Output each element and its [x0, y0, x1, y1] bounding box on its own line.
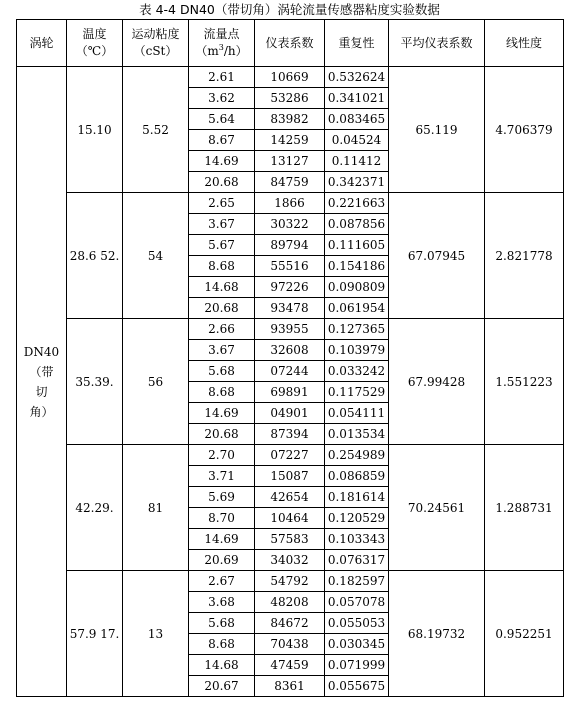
flow-point-cell: 2.70 — [189, 445, 255, 466]
repeatability-cell: 0.342371 — [325, 172, 389, 193]
header-viscosity: 运动粘度 （cSt） — [123, 20, 189, 67]
flow-point-cell: 2.61 — [189, 67, 255, 88]
repeatability-cell: 0.071999 — [325, 655, 389, 676]
meter-coefficient-cell: 54792 — [255, 571, 325, 592]
meter-coefficient-cell: 57583 — [255, 529, 325, 550]
meter-coefficient-cell: 14259 — [255, 130, 325, 151]
repeatability-cell: 0.181614 — [325, 487, 389, 508]
repeatability-cell: 0.061954 — [325, 298, 389, 319]
meter-coefficient-cell: 97226 — [255, 277, 325, 298]
flow-point-cell: 5.67 — [189, 235, 255, 256]
header-temperature: 温度 （℃） — [67, 20, 123, 67]
repeatability-cell: 0.030345 — [325, 634, 389, 655]
repeatability-cell: 0.221663 — [325, 193, 389, 214]
meter-coefficient-cell: 69891 — [255, 382, 325, 403]
repeatability-cell: 0.087856 — [325, 214, 389, 235]
table-row — [17, 319, 564, 340]
flow-point-cell: 5.68 — [189, 613, 255, 634]
meter-coefficient-cell: 42654 — [255, 487, 325, 508]
repeatability-cell: 0.083465 — [325, 109, 389, 130]
average-coefficient-cell: 67.99428 — [389, 319, 485, 445]
meter-coefficient-cell: 30322 — [255, 214, 325, 235]
meter-coefficient-cell: 07244 — [255, 361, 325, 382]
flow-point-cell: 8.70 — [189, 508, 255, 529]
repeatability-cell: 0.11412 — [325, 151, 389, 172]
flow-point-cell: 20.68 — [189, 424, 255, 445]
flow-point-cell: 2.67 — [189, 571, 255, 592]
flow-point-cell: 3.71 — [189, 466, 255, 487]
flow-point-cell: 8.68 — [189, 382, 255, 403]
meter-coefficient-cell: 48208 — [255, 592, 325, 613]
header-repeatability: 重复性 — [325, 20, 389, 67]
meter-coefficient-cell: 04901 — [255, 403, 325, 424]
meter-coefficient-cell: 87394 — [255, 424, 325, 445]
flow-point-cell: 8.67 — [189, 130, 255, 151]
meter-coefficient-cell: 15087 — [255, 466, 325, 487]
temperature-cell: 28.6 52. — [67, 193, 123, 319]
viscosity-cell: 56 — [123, 319, 189, 445]
meter-coefficient-cell: 32608 — [255, 340, 325, 361]
repeatability-cell: 0.127365 — [325, 319, 389, 340]
flow-point-cell: 14.69 — [189, 403, 255, 424]
turbine-label-3: 切 — [35, 384, 48, 399]
meter-coefficient-cell: 07227 — [255, 445, 325, 466]
average-coefficient-cell: 68.19732 — [389, 571, 485, 697]
meter-coefficient-cell: 93955 — [255, 319, 325, 340]
repeatability-cell: 0.055053 — [325, 613, 389, 634]
repeatability-cell: 0.086859 — [325, 466, 389, 487]
repeatability-cell: 0.057078 — [325, 592, 389, 613]
viscosity-data-table — [16, 19, 564, 697]
turbine-label-4: 角） — [29, 404, 54, 419]
flow-point-cell: 2.66 — [189, 319, 255, 340]
viscosity-cell: 54 — [123, 193, 189, 319]
table-row — [17, 571, 564, 592]
linearity-cell: 1.288731 — [485, 445, 564, 571]
meter-coefficient-cell: 47459 — [255, 655, 325, 676]
repeatability-cell: 0.103343 — [325, 529, 389, 550]
header-linearity: 线性度 — [485, 20, 564, 67]
header-turbine: 涡轮 — [17, 20, 67, 67]
repeatability-cell: 0.117529 — [325, 382, 389, 403]
meter-coefficient-cell: 8361 — [255, 676, 325, 697]
flow-point-cell: 3.62 — [189, 88, 255, 109]
repeatability-cell: 0.04524 — [325, 130, 389, 151]
meter-coefficient-cell: 84672 — [255, 613, 325, 634]
flow-point-cell: 8.68 — [189, 634, 255, 655]
flow-point-cell: 14.69 — [189, 529, 255, 550]
repeatability-cell: 0.341021 — [325, 88, 389, 109]
linearity-cell: 0.952251 — [485, 571, 564, 697]
flow-point-cell: 3.67 — [189, 214, 255, 235]
header-average-coefficient: 平均仪表系数 — [389, 20, 485, 67]
flow-point-cell: 5.68 — [189, 361, 255, 382]
average-coefficient-cell: 65.119 — [389, 67, 485, 193]
meter-coefficient-cell: 93478 — [255, 298, 325, 319]
flow-point-cell: 3.67 — [189, 340, 255, 361]
meter-coefficient-cell: 55516 — [255, 256, 325, 277]
flow-point-cell: 14.69 — [189, 151, 255, 172]
header-meter-coefficient: 仪表系数 — [255, 20, 325, 67]
repeatability-cell: 0.054111 — [325, 403, 389, 424]
flow-point-cell: 8.68 — [189, 256, 255, 277]
flow-point-cell: 5.64 — [189, 109, 255, 130]
flow-point-cell: 20.67 — [189, 676, 255, 697]
header-flow-point: 流量点 $(m^3/h)$ — [189, 20, 255, 67]
repeatability-cell: 0.532624 — [325, 67, 389, 88]
repeatability-cell: 0.111605 — [325, 235, 389, 256]
header-row — [17, 20, 564, 67]
average-coefficient-cell: 67.07945 — [389, 193, 485, 319]
repeatability-cell: 0.154186 — [325, 256, 389, 277]
turbine-cell — [17, 67, 67, 697]
flow-point-cell: 14.68 — [189, 277, 255, 298]
flow-point-cell: 5.69 — [189, 487, 255, 508]
meter-coefficient-cell: 10464 — [255, 508, 325, 529]
flow-point-cell: 3.68 — [189, 592, 255, 613]
temperature-cell: 15.10 — [67, 67, 123, 193]
repeatability-cell: 0.013534 — [325, 424, 389, 445]
repeatability-cell: 0.055675 — [325, 676, 389, 697]
meter-coefficient-cell: 83982 — [255, 109, 325, 130]
flow-point-cell: 20.68 — [189, 172, 255, 193]
flow-point-cell: 14.68 — [189, 655, 255, 676]
turbine-label-1: DN40 — [23, 344, 60, 359]
meter-coefficient-cell: 34032 — [255, 550, 325, 571]
temperature-cell: 57.9 17. — [67, 571, 123, 697]
flow-point-cell: 20.68 — [189, 298, 255, 319]
table-caption: 表 4-4 DN40（带切角）涡轮流量传感器粘度实验数据 — [139, 2, 440, 17]
meter-coefficient-cell: 53286 — [255, 88, 325, 109]
viscosity-cell: 81 — [123, 445, 189, 571]
temperature-cell: 42.29. — [67, 445, 123, 571]
repeatability-cell: 0.254989 — [325, 445, 389, 466]
viscosity-cell: 5.52 — [123, 67, 189, 193]
table-row — [17, 445, 564, 466]
table-row — [17, 67, 564, 88]
table-row — [17, 193, 564, 214]
viscosity-cell: 13 — [123, 571, 189, 697]
meter-coefficient-cell: 13127 — [255, 151, 325, 172]
repeatability-cell: 0.103979 — [325, 340, 389, 361]
linearity-cell: 4.706379 — [485, 67, 564, 193]
repeatability-cell: 0.076317 — [325, 550, 389, 571]
meter-coefficient-cell: 1866 — [255, 193, 325, 214]
linearity-cell: 1.551223 — [485, 319, 564, 445]
repeatability-cell: 0.182597 — [325, 571, 389, 592]
turbine-label-2: （带 — [29, 364, 54, 379]
average-coefficient-cell: 70.24561 — [389, 445, 485, 571]
flow-point-cell: 2.65 — [189, 193, 255, 214]
repeatability-cell: 0.120529 — [325, 508, 389, 529]
meter-coefficient-cell: 84759 — [255, 172, 325, 193]
meter-coefficient-cell: 70438 — [255, 634, 325, 655]
meter-coefficient-cell: 10669 — [255, 67, 325, 88]
flow-point-cell: 20.69 — [189, 550, 255, 571]
repeatability-cell: 0.033242 — [325, 361, 389, 382]
linearity-cell: 2.821778 — [485, 193, 564, 319]
repeatability-cell: 0.090809 — [325, 277, 389, 298]
temperature-cell: 35.39. — [67, 319, 123, 445]
meter-coefficient-cell: 89794 — [255, 235, 325, 256]
